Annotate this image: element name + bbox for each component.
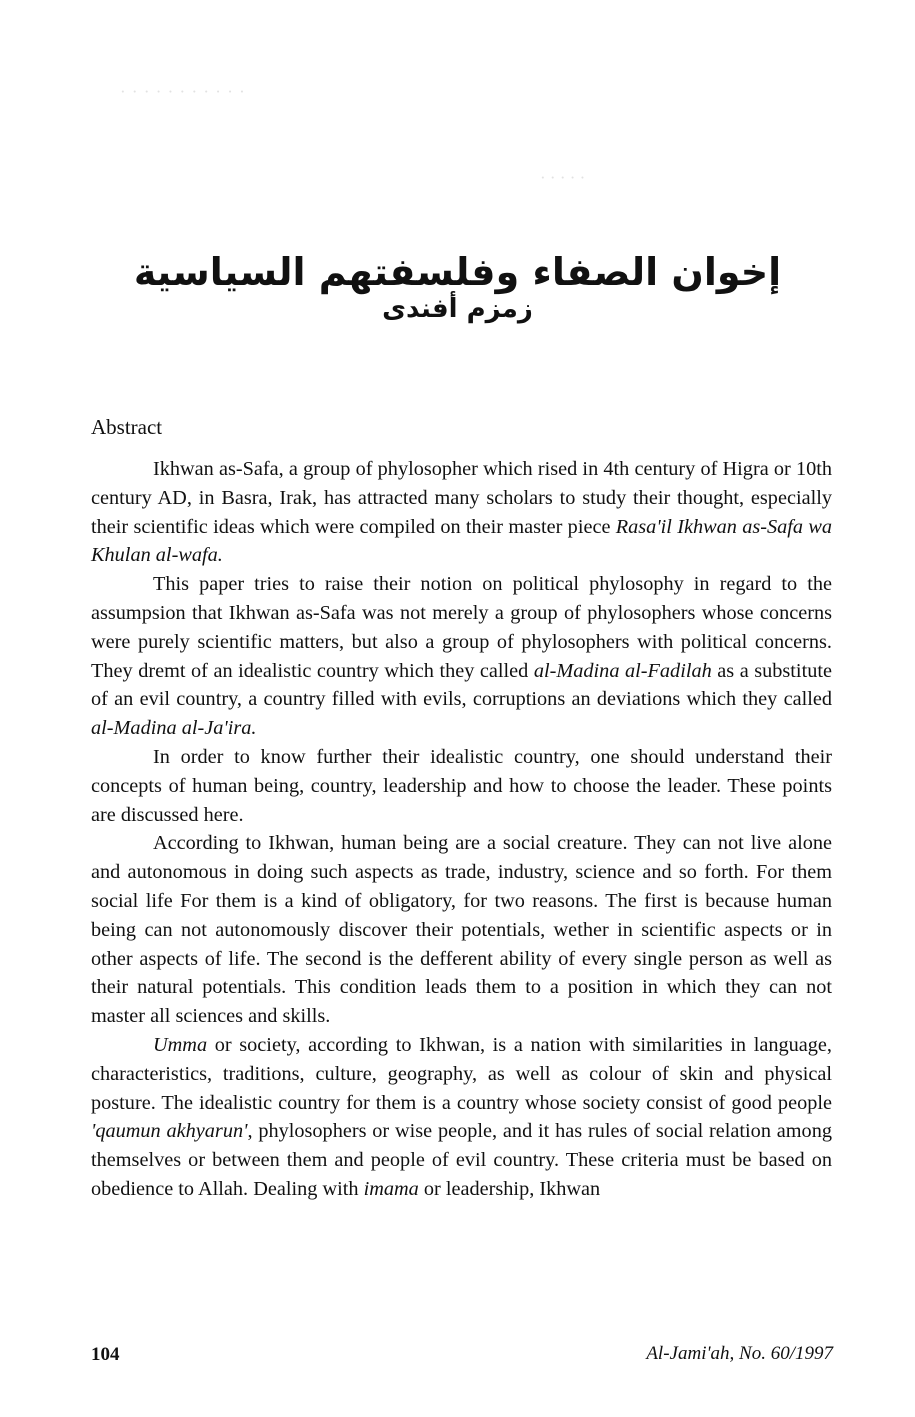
italic-term: Rasa'il Ikhwan as-Safa wa Khulan al-wafa. (91, 515, 832, 567)
paragraph-text: , phylosophers or wise people, and it has rules of social relation among themselves or between them and people of evil country. These criteria must be based on obedience to Allah. Dealing with (91, 1120, 832, 1200)
journal-citation: Al-Jami'ah, No. 60/1997 (646, 1343, 833, 1364)
italic-term: 'qaumun akhyarun' (91, 1120, 248, 1143)
bleed-through-text: · · · · · (540, 168, 586, 187)
abstract-paragraph (91, 743, 832, 829)
page-number: 104 (91, 1344, 120, 1365)
article-title-arabic: إخوان الصفاء وفلسفتهم السياسية (133, 250, 782, 295)
abstract-paragraph (91, 829, 832, 1031)
paragraph-text: or society, according to Ikhwan, is a nation with similarities in language, characteristics, traditions, culture, geography, as well as colour of skin and physical posture. The idealistic country for them is a country whose society consist of good people (91, 1033, 832, 1114)
abstract-paragraph (91, 455, 832, 570)
italic-term: al-Madina al-Fadilah (533, 659, 712, 682)
abstract-paragraph (91, 1031, 832, 1204)
paragraph-text: This paper tries to raise their notion on political phylosophy in regard to the assumpsion that Ikhwan as-Safa was not merely a group of phylosophers whose concerns were purely scientific matters, but also a group of phylosophers with political concerns. They dremt of an idealistic country which they called (91, 573, 832, 682)
paragraph-text: In order to know further their idealistic country, one should understand their concepts of human being, country, leadership and how to choose the leader. These points are discussed here. (91, 745, 832, 826)
abstract-heading: Abstract (91, 415, 163, 440)
abstract-body (91, 455, 832, 1204)
author-name-arabic: زمزم أفندى (382, 294, 533, 324)
italic-term: Umma (153, 1033, 208, 1056)
paragraph-text: According to Ikhwan, human being are a social creature. They can not live alone and autonomous in doing such aspects as trade, industry, science and so forth. For them social life For them is a kind of obligatory, for two reasons. The first is because human being can not autonomously discover their potentials, wether in scientific aspects or in other aspects of life. The second is the defferent ability of every single person as well as their natural potentials. This condition leads them to a position in which they can not master all sciences and skills. (91, 832, 832, 1028)
paragraph-text: as a substitute of an evil country, a country filled with evils, corruptions an deviations which they called (91, 659, 832, 711)
italic-term: imama (363, 1177, 419, 1200)
abstract-paragraph (91, 570, 832, 743)
bleed-through-text: · · · · · · · · · · · (120, 82, 246, 101)
paragraph-text: or leadership, Ikhwan (418, 1177, 601, 1200)
italic-term: al-Madina al-Ja'ira. (91, 717, 257, 740)
paragraph-text: Ikhwan as-Safa, a group of phylosopher which rised in 4th century of Higra or 10th century AD, in Basra, Irak, has attracted many scholars to study their thought, especially their scientific ideas which were compiled on their master piece (91, 458, 832, 538)
